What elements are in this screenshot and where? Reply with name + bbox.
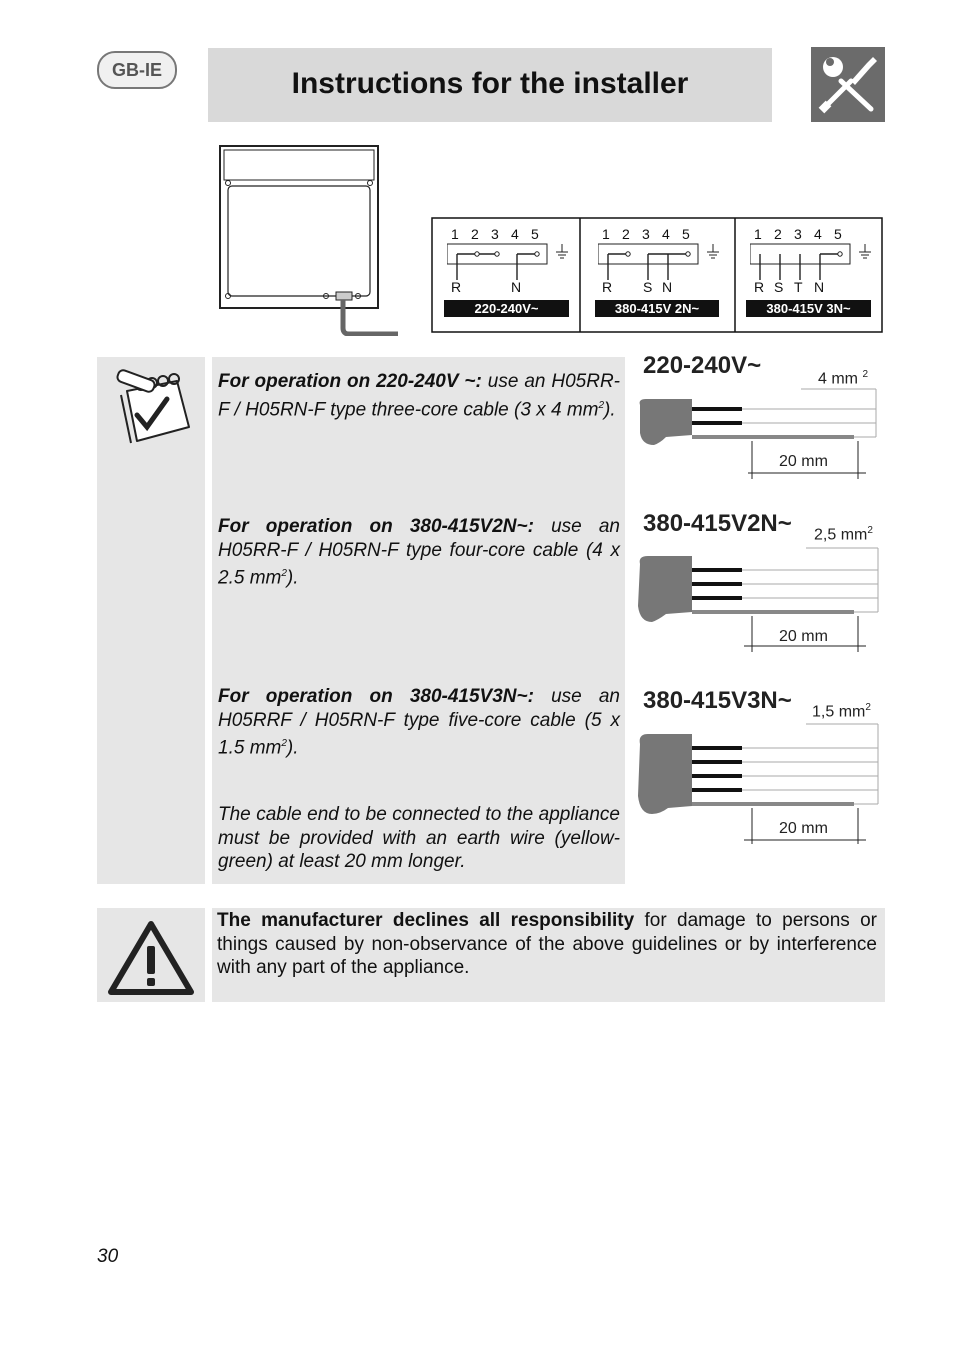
superscript: 2 <box>281 568 287 579</box>
terminal-number: 4 <box>814 226 822 242</box>
section-body: use an H05RRF / H05RN-F type five-core cable (5 x 1.5 mm <box>218 686 621 759</box>
phase-letter: N <box>814 279 825 295</box>
terminal-number: 5 <box>531 226 539 242</box>
section-tail: ). <box>286 567 299 589</box>
section-body: use an H05RR-F / H05RN-F type four-core cable (4 x 2.5 mm <box>218 516 621 589</box>
voltage-label: 220-240V~ <box>444 300 569 317</box>
section-lead: For operation on 220-240V ~: <box>218 371 482 392</box>
warning-triangle-icon <box>97 908 205 1002</box>
cable-section-value: 1,5 mm <box>812 703 866 721</box>
terminal-number: 2 <box>774 226 782 242</box>
terminal-number: 5 <box>682 226 690 242</box>
superscript: 2 <box>862 369 869 380</box>
cable-voltage-title: 380-415V2N~ <box>643 510 792 537</box>
strip-length: 20 mm <box>779 628 828 645</box>
terminal-number: 1 <box>754 226 762 242</box>
superscript: 2 <box>281 738 287 749</box>
terminal-number: 1 <box>451 226 459 242</box>
phase-letter: R <box>451 279 462 295</box>
warning-body: for damage to persons or things caused by non-observance of the above guidelines or by interference with any part of the appliance. <box>217 910 877 978</box>
terminal-number: 1 <box>602 226 610 242</box>
cable-380v2n-diagram <box>636 542 886 652</box>
terminal-block-2 <box>598 224 738 324</box>
page-title: Instructions for the installer <box>291 67 689 100</box>
strip-length: 20 mm <box>779 453 828 470</box>
terminal-block-3 <box>750 224 890 324</box>
cable-220v-diagram <box>636 385 886 485</box>
phase-letter: S <box>774 279 784 295</box>
terminal-number: 3 <box>491 226 499 242</box>
section-tail: ). <box>286 737 299 759</box>
superscript: 2 <box>865 702 871 713</box>
notepad-check-icon <box>97 357 205 457</box>
screwdriver-wrench-icon <box>811 47 885 122</box>
superscript: 2 <box>598 399 605 411</box>
terminal-strip <box>750 242 880 282</box>
terminal-block-1 <box>447 224 587 324</box>
title-bar <box>208 48 772 122</box>
cable-section-value: 2,5 mm <box>814 526 868 544</box>
cable-section <box>812 702 871 721</box>
section-380v2n-text <box>218 515 620 590</box>
phase-letter: R <box>754 279 765 295</box>
voltage-label: 380-415V 2N~ <box>595 300 719 317</box>
terminal-strip <box>447 242 577 282</box>
section-body: use an H05RR-F / H05RN-F type three-core cable (3 x 4 mm <box>218 371 620 420</box>
terminal-number: 3 <box>794 226 802 242</box>
cable-voltage-title: 220-240V~ <box>643 352 762 379</box>
phase-letter: N <box>511 279 522 295</box>
appliance-rear-diagram <box>218 144 400 336</box>
note-icon-panel <box>97 357 205 884</box>
terminal-number: 4 <box>662 226 670 242</box>
phase-letter: T <box>794 279 803 295</box>
warning-lead: The manufacturer declines all responsibility <box>217 910 635 931</box>
terminal-strip <box>598 242 728 282</box>
cable-voltage-title: 380-415V3N~ <box>643 687 792 714</box>
section-lead: For operation on 380-415V3N~: <box>218 686 534 707</box>
warning-icon-panel <box>97 908 205 1002</box>
phase-letter: R <box>602 279 613 295</box>
phase-letter: S <box>643 279 653 295</box>
phase-letter: N <box>662 279 673 295</box>
section-tail: ). <box>604 398 616 420</box>
terminal-number: 3 <box>642 226 650 242</box>
strip-length: 20 mm <box>779 820 828 837</box>
superscript: 2 <box>867 525 873 536</box>
terminal-number: 2 <box>471 226 479 242</box>
cable-380v3n-diagram <box>636 720 886 845</box>
cable-section-value: 4 mm <box>818 370 858 388</box>
warning-text <box>217 909 877 980</box>
section-lead: For operation on 380-415V2N~: <box>218 516 534 537</box>
section-220v-text <box>218 370 620 421</box>
section-380v3n-text <box>218 685 620 760</box>
country-badge: GB-IE <box>97 51 177 89</box>
voltage-label: 380-415V 3N~ <box>746 300 871 317</box>
terminal-number: 4 <box>511 226 519 242</box>
terminal-number: 5 <box>834 226 842 242</box>
page-number: 30 <box>97 1246 119 1267</box>
terminal-number: 2 <box>622 226 630 242</box>
earth-note: The cable end to be connected to the appliance must be provided with an earth wire (yellow-green) at least 20 mm longer. <box>218 804 620 872</box>
